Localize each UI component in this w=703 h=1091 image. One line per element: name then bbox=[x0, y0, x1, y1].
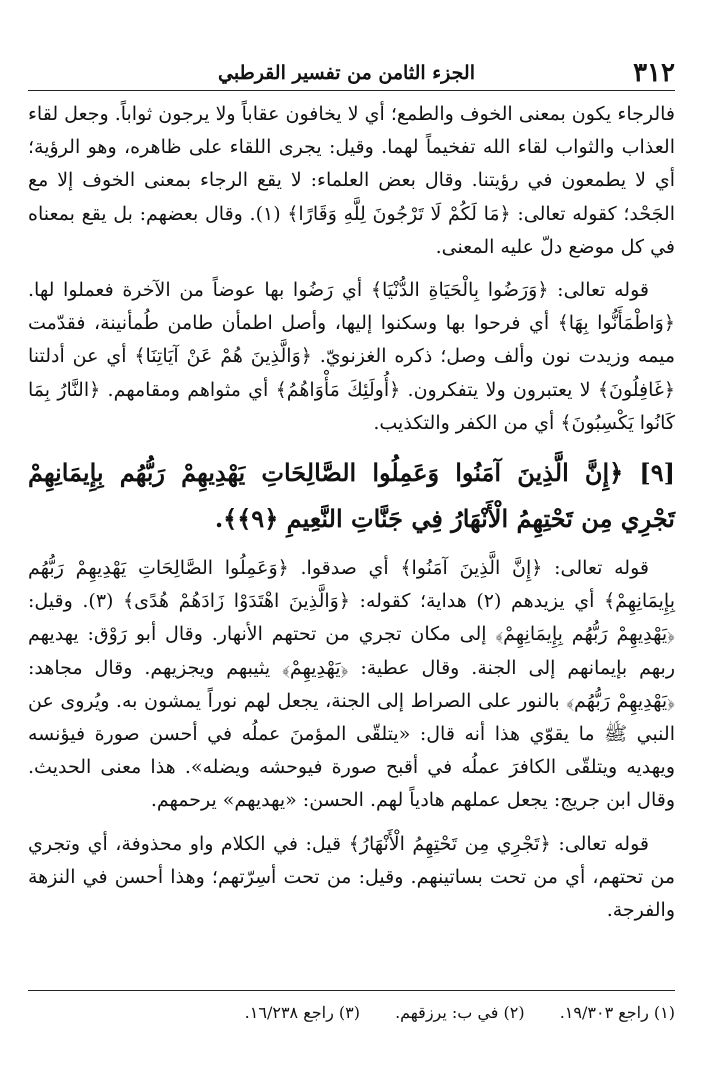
running-title: الجزء الثامن من تفسير القرطبي bbox=[218, 62, 476, 84]
footnotes bbox=[28, 990, 675, 1022]
footnote-2: (٢) في ب: يرزقهم. bbox=[395, 1003, 525, 1022]
footnote-3: (٣) راجع ١٦/٢٣٨. bbox=[244, 1003, 360, 1022]
paragraph-tafsir-verse-9: قوله تعالى: ﴿إِنَّ الَّذِينَ آمَنُوا﴾ أي صدقوا. ﴿وَعَمِلُوا الصَّالِحَاتِ يَهْدِيهِمْ رَبُّهُم بِإِيمَانِهِمْ﴾ أي يزيدهم (٢) هداية؛ كقوله: ﴿وَالَّذِينَ اهْتَدَوْا زَادَهُمْ هُدًى﴾ (٣). وقيل: ﴿يَهْدِيهِمْ رَبُّهُم بِإِيمَانِهِمْ﴾ إلى مكان تجري من تحتهم الأنهار. وقال أبو رَوْق: يهديهم ربهم بإيمانهم إلى الجنة. وقال عطية: ﴿يَهْدِيهِمْ﴾ يثيبهم ويجزيهم. وقال مجاهد: ﴿يَهْدِيهِمْ رَبُّهُم﴾ بالنور على الصراط إلى الجنة، يجعل لهم نوراً يمشون به. ويُروى عن النبي ﷺ ما يقوّي هذا أنه قال: «يتلقّى المؤمنَ عملُه في أحسن صورة فيؤنسه ويهديه ويتلقّى الكافرَ عملُه في أقبح صورة فيوحشه ويضله». هذا معنى الحديث. وقال ابن جريج: يجعل عملهم هادياً لهم. الحسن: «يهديهم» يرحمهم. bbox=[28, 557, 675, 812]
quran-verse-9: [٩] ﴿إِنَّ الَّذِينَ آمَنُوا وَعَمِلُوا الصَّالِحَاتِ يَهْدِيهِمْ رَبُّهُم بِإِيمَانِهِمْ تَجْرِي مِن تَحْتِهِمُ الْأَنْهَارُ فِي جَنَّاتِ النَّعِيمِ ﴿٩﴾﴾. bbox=[28, 458, 675, 534]
page-header bbox=[28, 56, 675, 91]
footnote-1: (١) راجع ١٩/٣٠٣. bbox=[559, 1003, 675, 1022]
paragraph-raja: فالرجاء يكون بمعنى الخوف والطمع؛ أي لا يخافون عقاباً ولا يرجون ثواباً. وجعل لقاء العذاب والثواب لقاء الله تفخيماً لهما. وقيل: يجرى اللقاء على ظاهره، وهو الرؤية؛ أي لا يطمعون في رؤيتنا. وقال بعض العلماء: لا يقع الرجاء بمعنى الخوف إلا مع الجَحْد؛ كقوله تعالى: ﴿مَا لَكُمْ لَا تَرْجُونَ لِلَّهِ وَقَارًا﴾ (١). وقال بعضهم: بل يقع بمعناه في كل موضع دلّ عليه المعنى. bbox=[28, 103, 675, 258]
page-number: ٣١٢ bbox=[633, 58, 675, 88]
paragraph-tajri: قوله تعالى: ﴿تَجْرِي مِن تَحْتِهِمُ الْأَنْهَارُ﴾ قيل: في الكلام واو محذوفة، أي وتجري من تحتهم، أي من تحت بساتينهم. وقيل: من تحت أسِرّتهم؛ وهذا أحسن في النزهة والفرجة. bbox=[28, 832, 675, 922]
paragraph-radu: قوله تعالى: ﴿وَرَضُوا بِالْحَيَاةِ الدُّنْيَا﴾ أي رَضُوا بها عوضاً من الآخرة فعملوا لها. ﴿وَاطْمَأَنُّوا بِهَا﴾ أي فرحوا بها وسكنوا إليها، وأصل اطمأن طامن طُمأنينة، فقدّمت ميمه وزيدت نون وألف وصل؛ ذكره الغزنويّ. ﴿وَالَّذِينَ هُمْ عَنْ آيَاتِنَا﴾ أي عن أدلتنا ﴿غَافِلُونَ﴾ لا يعتبرون ولا يتفكرون. ﴿أُولَئِكَ مَأْوَاهُمُ﴾ أي مثواهم ومقامهم. ﴿النَّارُ بِمَا كَانُوا يَكْسِبُونَ﴾ أي من الكفر والتكذيب. bbox=[28, 279, 675, 434]
page-body bbox=[28, 98, 675, 937]
